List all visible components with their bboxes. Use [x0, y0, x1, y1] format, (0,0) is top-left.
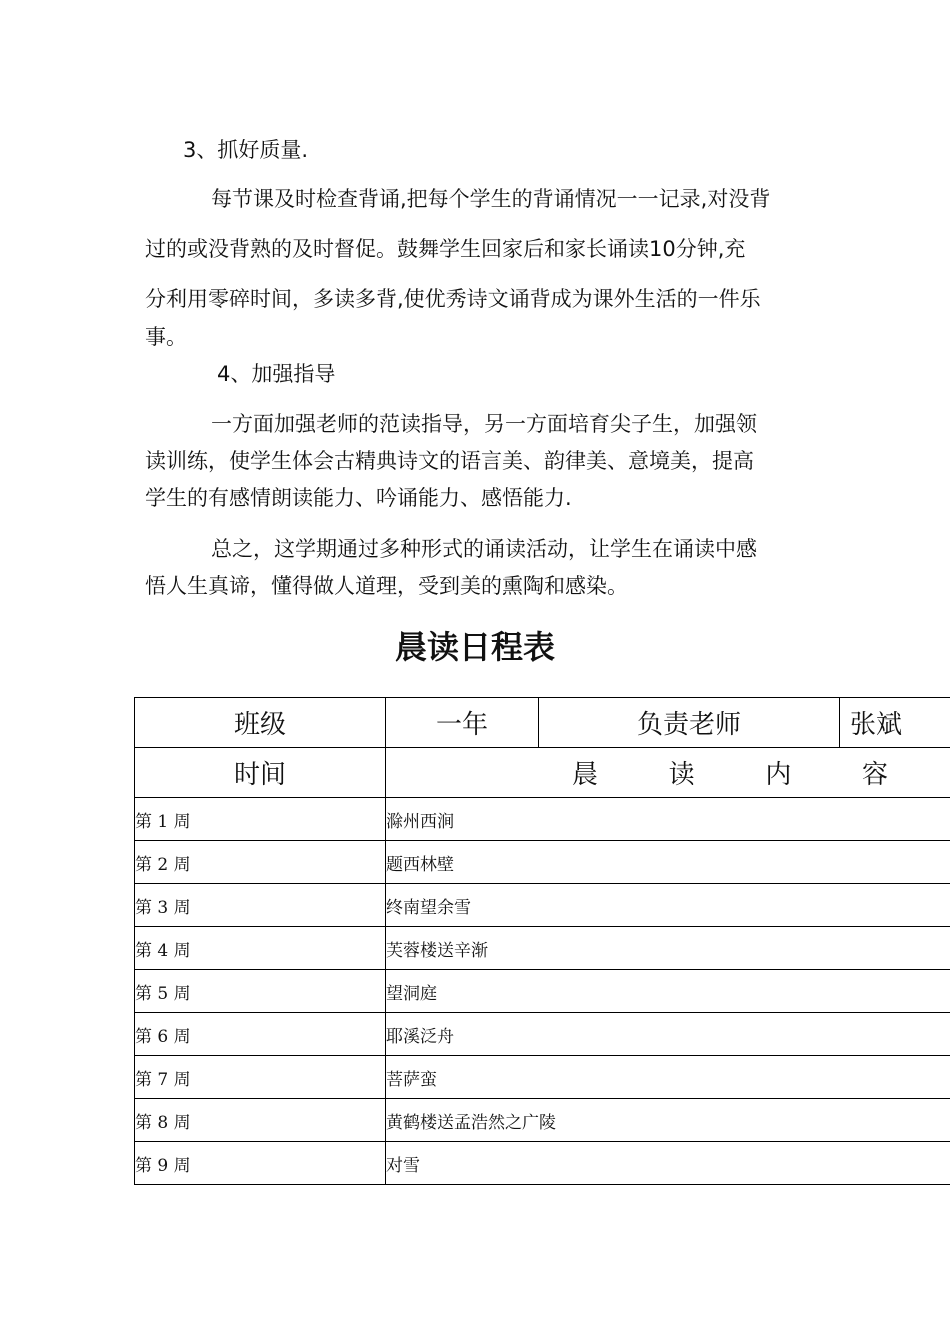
- week-cell: 第 6 周: [135, 1013, 386, 1056]
- content-cell: 芙蓉楼送辛渐: [386, 927, 950, 970]
- section3-line-4: 事。: [145, 325, 187, 349]
- schedule-title: 晨读日程表: [394, 628, 555, 666]
- time-header: 时间: [135, 748, 386, 798]
- summary-line-2: 悟人生真谛，懂得做人道理，受到美的熏陶和感染。: [145, 574, 628, 598]
- section3-heading: 3、抓好质量.: [183, 138, 309, 162]
- table-row: [135, 1099, 950, 1142]
- content-cell: 菩萨蛮: [386, 1056, 950, 1099]
- class-value: 一年: [386, 698, 539, 748]
- content-header-char: 容: [861, 760, 888, 790]
- table-row: [135, 927, 950, 970]
- section4-heading: 4、加强指导: [217, 362, 336, 386]
- section4-line-2: 读训练，使学生体会古精典诗文的语言美、韵律美、意境美，提高: [145, 449, 754, 473]
- table-row: [135, 884, 950, 927]
- content-cell: 终南望余雪: [386, 884, 950, 927]
- content-cell: 对雪: [386, 1142, 950, 1185]
- table-row: [135, 841, 950, 884]
- week-cell: 第 7 周: [135, 1056, 386, 1099]
- week-cell: 第 8 周: [135, 1099, 386, 1142]
- content-header-char: 晨: [572, 760, 599, 790]
- week-cell: 第 2 周: [135, 841, 386, 884]
- content-cell: 黄鹤楼送孟浩然之广陵: [386, 1099, 950, 1142]
- section3-line-3: 分利用零碎时间，多读多背,使优秀诗文诵背成为课外生活的一件乐: [145, 287, 761, 311]
- section3-line-1: 每节课及时检查背诵,把每个学生的背诵情况一一记录,对没背: [211, 187, 771, 211]
- teacher-value: 张斌: [840, 698, 950, 748]
- summary-line-1: 总之，这学期通过多种形式的诵读活动，让学生在诵读中感: [211, 537, 757, 561]
- content-header-char: 读: [668, 760, 695, 790]
- teacher-label: 负责老师: [539, 698, 840, 748]
- table-row: [135, 970, 950, 1013]
- section4-line-3: 学生的有感情朗读能力、吟诵能力、感悟能力.: [145, 486, 572, 510]
- content-header: [386, 748, 950, 798]
- week-cell: 第 1 周: [135, 798, 386, 841]
- table-row: [135, 1013, 950, 1056]
- week-cell: 第 5 周: [135, 970, 386, 1013]
- week-cell: 第 4 周: [135, 927, 386, 970]
- week-cell: 第 9 周: [135, 1142, 386, 1185]
- class-row: [135, 698, 950, 748]
- table-row: [135, 1142, 950, 1185]
- section3-line-2: 过的或没背熟的及时督促。鼓舞学生回家后和家长诵读10分钟,充: [145, 237, 746, 261]
- class-label: 班级: [135, 698, 386, 748]
- section4-line-1: 一方面加强老师的范读指导，另一方面培育尖子生，加强领: [211, 412, 757, 436]
- content-cell: 滁州西涧: [386, 798, 950, 841]
- content-cell: 题西林壁: [386, 841, 950, 884]
- table-row: [135, 798, 950, 841]
- content-cell: 耶溪泛舟: [386, 1013, 950, 1056]
- content-cell: 望洞庭: [386, 970, 950, 1013]
- week-cell: 第 3 周: [135, 884, 386, 927]
- table-row: [135, 1056, 950, 1099]
- schedule-table: [134, 697, 950, 1185]
- column-header-row: [135, 748, 950, 798]
- content-header-char: 内: [765, 760, 792, 790]
